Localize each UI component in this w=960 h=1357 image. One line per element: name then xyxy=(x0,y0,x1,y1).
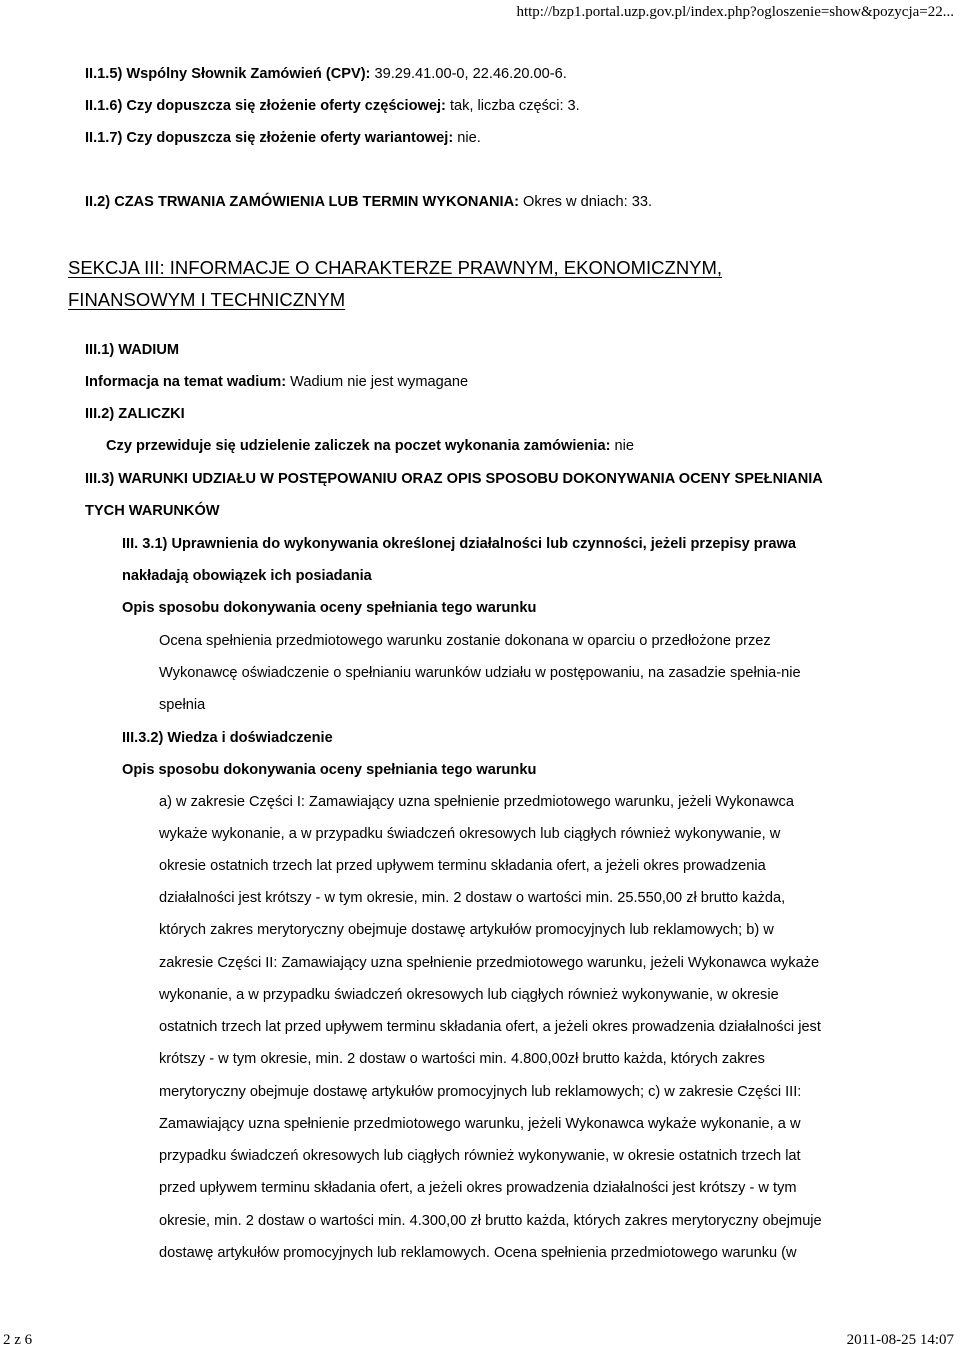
wiedza-line: okresie ostatnich trzech lat przed upływem terminu składania ofert, a jeżeli okres prowadzenia xyxy=(159,858,766,874)
ii15-label: II.1.5) Wspólny Słownik Zamówień (CPV): xyxy=(85,66,371,82)
iii31-heading-line2: nakładają obowiązek ich posiadania xyxy=(122,568,372,584)
wiedza-line: przypadku świadczeń okresowych lub ciągłych również wykonywanie, w okresie ostatnich trzech lat xyxy=(159,1148,801,1164)
wiedza-line: merytoryczny obejmuje dostawę artykułów promocyjnych lub reklamowych; c) w zakresie Części III: xyxy=(159,1084,802,1100)
ii2-value: Okres w dniach: 33. xyxy=(519,194,653,210)
iii32-heading: III.3.2) Wiedza i doświadczenie xyxy=(122,730,333,746)
wiedza-line: okresie, min. 2 dostaw o wartości min. 4.300,00 zł brutto każda, których zakres merytoryczny obejmuje xyxy=(159,1213,822,1229)
wiedza-line: wykaże wykonanie, a w przypadku świadczeń okresowych lub ciągłych również wykonywanie, w xyxy=(159,826,781,842)
ii15-value: 39.29.41.00-0, 22.46.20.00-6. xyxy=(370,66,567,82)
wiedza-line: krótszy - w tym okresie, min. 2 dostaw o wartości min. 4.800,00zł brutto każda, których zakres xyxy=(159,1051,765,1067)
iii2-value: nie xyxy=(610,438,634,454)
ii15-line xyxy=(85,66,567,82)
wiedza-line: których zakres merytoryczny obejmuje dostawę artykułów promocyjnych lub reklamowych; b) w xyxy=(159,922,774,938)
wiedza-line: Zamawiający uzna spełnienie przedmiotowego warunku, jeżeli Wykonawca wykaże wykonanie, a w xyxy=(159,1116,801,1132)
opis-heading-2: Opis sposobu dokonywania oceny spełniania tego warunku xyxy=(122,762,537,778)
ii17-line xyxy=(85,130,481,146)
ocena-line: Wykonawcę oświadczenie o spełnianiu warunków udziału w postępowaniu, na zasadzie spełnia-nie xyxy=(159,665,801,681)
iii2-line xyxy=(106,438,634,454)
wiedza-line: ostatnich trzech lat przed upływem terminu składania ofert, a jeżeli okres prowadzenia działalności jest xyxy=(159,1019,821,1035)
iii1-heading: III.1) WADIUM xyxy=(85,342,180,358)
iii31-heading-line1: III. 3.1) Uprawnienia do wykonywania określonej działalności lub czynności, jeżeli przepisy prawa xyxy=(122,536,796,552)
ocena-line: spełnia xyxy=(159,697,206,713)
ii17-label: II.1.7) Czy dopuszcza się złożenie oferty wariantowej: xyxy=(85,130,454,146)
ii17-value: nie. xyxy=(453,130,481,146)
wiedza-line: a) w zakresie Części I: Zamawiający uzna spełnienie przedmiotowego warunku, jeżeli Wykonawca xyxy=(159,794,794,810)
wiedza-line: zakresie Części II: Zamawiający uzna spełnienie przedmiotowego warunku, jeżeli Wykonawca wykaże xyxy=(159,955,820,971)
iii1-label: Informacja na temat wadium: xyxy=(85,374,287,390)
section3-heading-line2: FINANSOWYM I TECHNICZNYM xyxy=(68,289,346,310)
ii16-value: tak, liczba części: 3. xyxy=(445,98,580,114)
ii16-line xyxy=(85,98,580,114)
iii1-value: Wadium nie jest wymagane xyxy=(286,374,469,390)
ii2-line xyxy=(85,194,652,210)
print-datetime: 2011-08-25 14:07 xyxy=(846,1332,954,1348)
ii16-label: II.1.6) Czy dopuszcza się złożenie oferty częściowej: xyxy=(85,98,446,114)
page-url: http://bzp1.portal.uzp.gov.pl/index.php?ogloszenie=show&pozycja=22... xyxy=(516,4,954,20)
wiedza-line: dostawę artykułów promocyjnych lub reklamowych. Ocena spełnienia przedmiotowego warunku (w xyxy=(159,1245,797,1261)
wiedza-line: działalności jest krótszy - w tym okresie, min. 2 dostaw o wartości min. 25.550,00 zł brutto każda, xyxy=(159,890,786,906)
wiedza-line: wykonanie, a w przypadku świadczeń okresowych lub ciągłych również wykonywanie, w okresie xyxy=(159,987,779,1003)
iii2-label: Czy przewiduje się udzielenie zaliczek na poczet wykonania zamówienia: xyxy=(106,438,611,454)
iii2-heading: III.2) ZALICZKI xyxy=(85,406,185,422)
ocena-line: Ocena spełnienia przedmiotowego warunku zostanie dokonana w oparciu o przedłożone przez xyxy=(159,633,771,649)
section3-heading-line1: SEKCJA III: INFORMACJE O CHARAKTERZE PRAWNYM, EKONOMICZNYM, xyxy=(68,257,723,278)
page-number: 2 z 6 xyxy=(3,1332,33,1348)
wiedza-line: przed upływem terminu składania ofert, a jeżeli okres prowadzenia działalności jest krótszy - w tym xyxy=(159,1180,797,1196)
iii1-line xyxy=(85,374,468,390)
iii3-heading-line2: TYCH WARUNKÓW xyxy=(85,503,220,519)
ii2-label: II.2) CZAS TRWANIA ZAMÓWIENIA LUB TERMIN WYKONANIA: xyxy=(85,194,519,210)
opis-heading-1: Opis sposobu dokonywania oceny spełniania tego warunku xyxy=(122,600,537,616)
iii3-heading-line1: III.3) WARUNKI UDZIAŁU W POSTĘPOWANIU ORAZ OPIS SPOSOBU DOKONYWANIA OCENY SPEŁNIANIA xyxy=(85,471,823,487)
